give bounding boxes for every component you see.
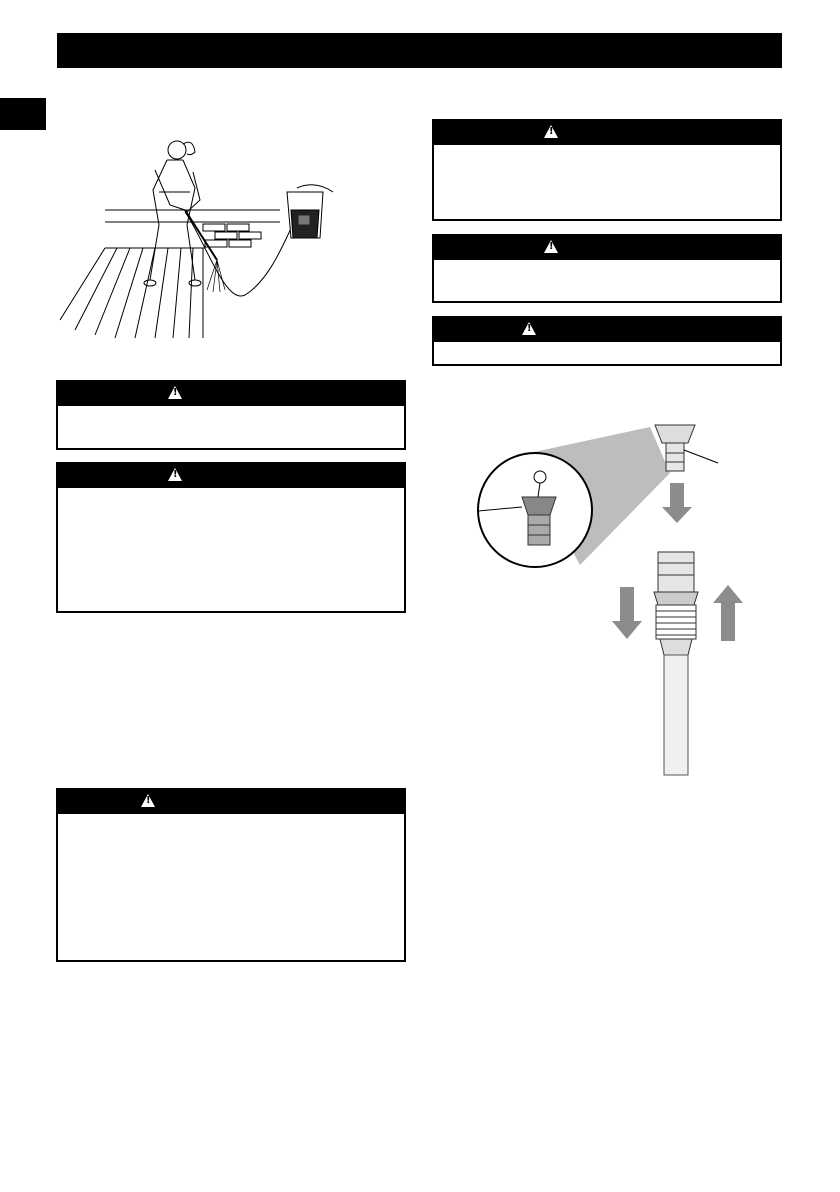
callout-circle [534,471,546,483]
warning-body [434,342,780,354]
down-arrow-center [662,483,692,523]
warning-triangle-icon [544,240,558,253]
warning-triangle-icon [544,125,558,138]
nozzle-assembly-diagram [470,415,770,780]
warning-triangle-icon [522,322,536,335]
warning-header [58,790,404,814]
up-arrow-right [713,585,743,641]
warning-body [434,145,780,157]
warning-box-4 [432,119,782,221]
section-header-bar [57,33,782,68]
warning-body [58,406,404,418]
person-washing-illustration [55,130,355,345]
warning-box-3 [56,788,406,962]
warning-box-5 [432,234,782,303]
warning-header [434,318,780,342]
warning-box-1 [56,380,406,450]
warning-box-2 [56,462,406,613]
warning-triangle-icon [168,386,182,399]
warning-header [58,464,404,488]
warning-header [434,121,780,145]
warning-body [58,488,404,500]
warning-body [58,814,404,826]
down-arrow-left [612,587,642,639]
warning-box-6 [432,316,782,366]
warning-header [434,236,780,260]
warning-body [434,260,780,272]
warning-header [58,382,404,406]
warning-triangle-icon [141,794,155,807]
warning-triangle-icon [168,468,182,481]
language-tab [0,98,46,130]
